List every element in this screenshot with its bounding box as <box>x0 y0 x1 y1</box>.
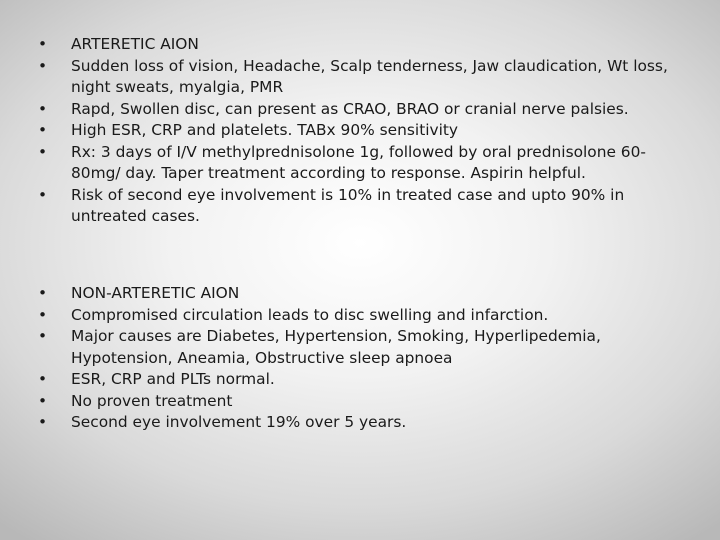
list-item-text: Rapd, Swollen disc, can present as CRAO, BRAO or cranial nerve palsies. <box>71 99 629 118</box>
bullet-icon: • <box>38 284 48 302</box>
bullet-icon: • <box>38 185 48 204</box>
list-item-text: ARTERETIC AION <box>71 35 199 53</box>
list-item-text: Risk of second eye involvement is 10% in treated case and upto 90% in untreated cases. <box>71 185 625 225</box>
bullet-icon: • <box>38 99 48 118</box>
bullet-icon: • <box>38 305 48 324</box>
list-item <box>38 326 678 369</box>
bullet-icon: • <box>38 142 48 161</box>
list-item <box>38 120 678 142</box>
list-item-text: Second eye involvement 19% over 5 years. <box>71 413 407 431</box>
list-item-text: Sudden loss of vision, Headache, Scalp tenderness, Jaw claudication, Wt loss, night sweats, myalgia, PMR <box>71 56 668 96</box>
arteritic-aion-list <box>38 34 678 228</box>
list-item <box>38 369 678 391</box>
list-item <box>38 99 678 121</box>
list-item <box>38 305 678 327</box>
list-item-text: ESR, CRP and PLTs normal. <box>71 370 275 388</box>
bullet-icon: • <box>38 327 48 345</box>
list-item <box>38 34 678 56</box>
bullet-icon: • <box>38 413 48 431</box>
list-item <box>38 56 678 99</box>
bullet-icon: • <box>38 56 48 75</box>
list-item-text: NON-ARTERETIC AION <box>71 284 240 302</box>
bullet-icon: • <box>38 370 48 388</box>
list-item <box>38 142 678 185</box>
list-item-text: No proven treatment <box>71 391 233 410</box>
bullet-icon: • <box>38 121 48 139</box>
list-item <box>38 185 678 228</box>
bullet-icon: • <box>38 35 48 53</box>
list-item <box>38 283 678 305</box>
list-item <box>38 391 678 413</box>
list-item-text: Major causes are Diabetes, Hypertension, Smoking, Hyperlipedemia, Hypotension, Aneamia, Obstructive sleep apnoea <box>71 327 601 367</box>
list-item <box>38 412 678 434</box>
list-item-text: Compromised circulation leads to disc swelling and infarction. <box>71 305 549 324</box>
non-arteritic-aion-list <box>38 283 678 434</box>
bullet-icon: • <box>38 391 48 410</box>
list-item-text: Rx: 3 days of I/V methylprednisolone 1g, followed by oral prednisolone 60-80mg/ day. Taper treatment according to response. Aspirin helpful. <box>71 142 646 182</box>
list-item-text: High ESR, CRP and platelets. TABx 90% sensitivity <box>71 121 459 139</box>
